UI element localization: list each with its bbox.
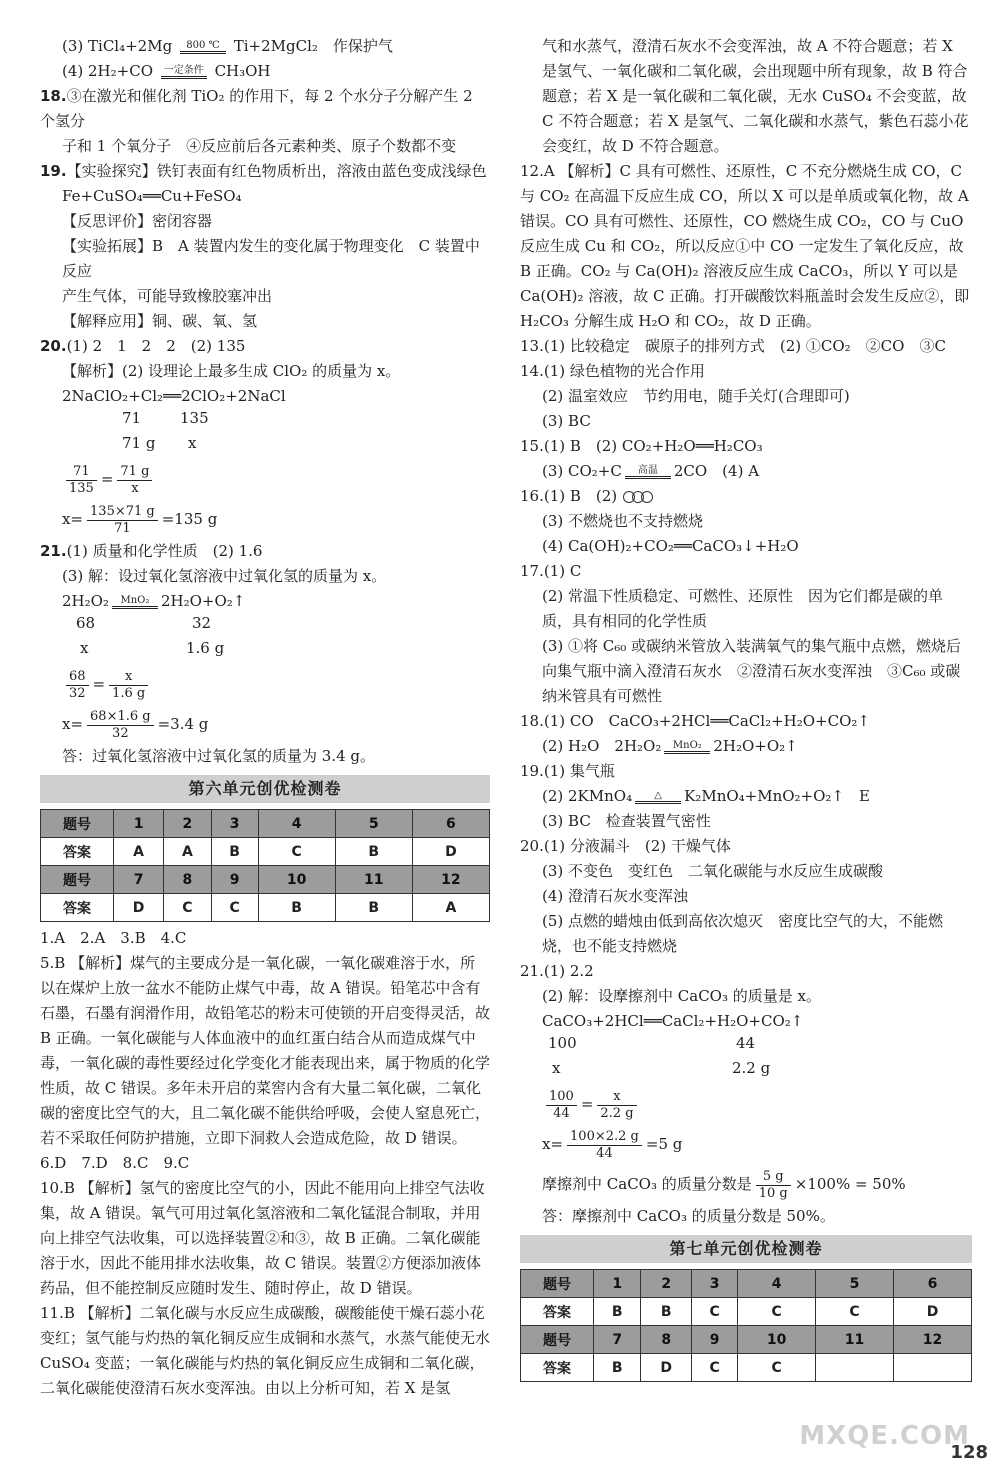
table-row: 答案 A A B C B D — [41, 838, 490, 866]
q19-expand-cont: 产生气体，可能导致橡胶塞冲出 — [62, 287, 273, 305]
left-column — [40, 34, 490, 1401]
reaction-arrow: 800 ℃ — [180, 40, 226, 54]
q15-3: (3) CO₂+C 高温 2CO (4) A — [542, 462, 760, 480]
q21-mass-row1: 100 44 — [548, 1034, 756, 1052]
q13: 13.(1) 比较稳定 碳原子的排列方式 (2) ①CO₂ ②CO ③C — [520, 337, 946, 355]
mc-6-9: 6.D 7.D 8.C 9.C — [40, 1154, 190, 1172]
q20-ratio: $\frac{71}{135}$ = $\frac{71 g}{x}$ — [40, 459, 490, 499]
q19-expand: 【实验拓展】B A 装置内发生的变化属于物理变化 C 装置中反应 — [62, 237, 480, 280]
q19-reflect: 【反思评价】密闭容器 — [62, 212, 213, 230]
q20-result: x= $\frac{135\times 71 g}{71}$ =135 g — [62, 503, 218, 536]
q20-analysis: 【解析】(2) 设理论上最多生成 ClO₂ 的质量为 x。 — [62, 362, 401, 380]
q17-3: (3) ①将 C₆₀ 或碳纳米管放入装满氧气的集气瓶中点燃，燃烧后向集气瓶中滴入澄清石灰水 ②澄清石灰水变浑浊 ③C₆₀ 或碳纳米管具有可燃性 — [542, 637, 962, 705]
q19-3: (3) BC 检查装置气密性 — [542, 812, 711, 830]
q17: 17.(1) C — [520, 562, 582, 580]
q20-eq: 2NaClO₂+Cl₂══2ClO₂+2NaCl — [62, 387, 286, 405]
reaction-arrow: 一定条件 — [161, 65, 207, 79]
q19: 19.【实验探究】铁钉表面有红色物质析出，溶液由蓝色变成浅绿色 — [40, 162, 487, 180]
q21-mass-row2: x 2.2 g — [552, 1059, 771, 1077]
q20-mass-row1: 71 135 — [122, 409, 209, 427]
q21-result: x= $\frac{100\times 2.2 g}{44}$ =5 g — [542, 1128, 683, 1161]
watermark: MXQE.COM — [799, 1421, 970, 1451]
q12: 12.A 【解析】C 具有可燃性、还原性，C 不充分燃烧生成 CO，C 与 CO₂ 在高温下反应生成 CO，所以 X 可以是单质或氧化物，故 A 错误。CO 具有可燃性、还原性，CO 燃烧生成 CO₂，CO 与 CuO 反应生成 Cu 和 CO₂，所以反应①中 CO 一定发生了氧化反应，故 B 正确。CO₂ 与 Ca(OH)₂ 溶液反应生成 CaCO₃，所以 Y 可以是 Ca(OH)₂ 溶液，故 C 正确。打开碳酸饮料瓶盖时会发生反应②，即 H₂CO₃ 分解生成 H₂O 和 CO₂，故 D 正确。 — [520, 162, 970, 330]
q21-mass-row2: x 1.6 g — [80, 639, 225, 657]
table-row: 答案 B D C C — [521, 1354, 972, 1382]
q5: 5.B 【解析】煤气的主要成分是一氧化碳，一氧化碳难溶于水，所以在煤炉上放一盆水不能防止煤气中毒，故 A 错误。铅笔芯中含有石墨，石墨有润滑作用，故铅笔芯的粉末可使锁的开启变得灵活，故 B 正确。一氧化碳能与人体血液中的血红蛋白结合从而造成煤气中毒，一氧化碳的毒性要经过化学变化才能表现出来，属于物质的化学性质，故 C 错误。多年未开启的菜窖内含有大量二氧化碳，二氧化碳的密度比空气的大，且二氧化碳不能供给呼吸，会使人窒息死亡，若不采取任何防护措施，立即下洞救人会造成危险，故 D 错误。 — [40, 954, 491, 1147]
q21-eq: CaCO₃+2HCl══CaCl₂+H₂O+CO₂↑ — [542, 1012, 804, 1030]
table-row: 题号 7 8 9 10 11 12 — [521, 1326, 972, 1354]
table-row: 答案 B B C C C D — [521, 1298, 972, 1326]
q21-eq: 2H₂O₂ MnO₂ 2H₂O+O₂↑ — [62, 592, 246, 610]
q14-2: (2) 温室效应 节约用电，随手关灯(合理即可) — [542, 387, 850, 405]
q21: 21.(1) 质量和化学性质 (2) 1.6 — [40, 542, 263, 560]
right-column — [520, 34, 972, 1382]
q21-percent: 摩擦剂中 CaCO₃ 的质量分数是 $\frac{5 g}{10 g}$ ×100% = 50% — [542, 1168, 906, 1201]
q20: 20.(1) 分液漏斗 (2) 干燥气体 — [520, 837, 731, 855]
q21-solve: (2) 解：设摩擦剂中 CaCO₃ 的质量是 x。 — [542, 987, 821, 1005]
q21-mass-row1: 68 32 — [76, 614, 212, 632]
q19-eq: Fe+CuSO₄══Cu+FeSO₄ — [62, 187, 242, 205]
q20: 20.(1) 2 1 2 2 (2) 135 — [40, 337, 246, 355]
molecule-icon — [626, 484, 653, 509]
unit6-title: 第六单元创优检测卷 — [40, 775, 490, 803]
q21-answer: 答：过氧化氢溶液中过氧化氢的质量为 3.4 g。 — [62, 747, 375, 765]
q19-2: (2) 2KMnO₄ △ K₂MnO₄+MnO₂+O₂↑ E — [542, 787, 870, 805]
table-row: 题号 1 2 3 4 5 6 — [521, 1270, 972, 1298]
eq-ticl4: (3) TiCl₄+2Mg 800 ℃ Ti+2MgCl₂ 作保护气 — [62, 37, 393, 55]
q18-2: (2) H₂O 2H₂O₂ MnO₂ 2H₂O+O₂↑ — [542, 737, 798, 755]
q17-2: (2) 常温下性质稳定、可燃性、还原性 因为它们都是碳的单质，具有相同的化学性质 — [542, 587, 944, 630]
mc-1-4: 1.A 2.A 3.B 4.C — [40, 929, 187, 947]
eq-methanol: (4) 2H₂+CO 一定条件 CH₃OH — [62, 62, 271, 80]
q11-cont: 气和水蒸气，澄清石灰水不会变浑浊，故 A 不符合题意；若 X 是氢气、一氧化碳和二氧化碳，会出现题中所有现象，故 B 符合题意；若 X 是一氧化碳和二氧化碳，无水 CuSO₄ 不会变蓝，故 C 不符合题意；若 X 是氢气、二氧化碳和水蒸气，紫色石蕊小花会变红，故 D 不符合题意。 — [542, 37, 969, 155]
q16-4: (4) Ca(OH)₂+CO₂══CaCO₃↓+H₂O — [542, 537, 799, 555]
q11: 11.B 【解析】二氧化碳与水反应生成碳酸，碳酸能使干燥石蕊小花变红；氢气能与灼热的氧化铜反应生成铜和水蒸气，水蒸气能使无水 CuSO₄ 变蓝；一氧化碳能与灼热的氧化铜反应生成铜和二氧化碳，二氧化碳能使澄清石灰水变浑浊。由以上分析可知，若 X 是氢 — [40, 1304, 491, 1397]
q20-3: (3) 不变色 变红色 二氧化碳能与水反应生成碳酸 — [542, 862, 884, 880]
q18-cont: 子和 1 个氧分子 ④反应前后各元素种类、原子个数都不变 — [62, 137, 457, 155]
q19-apply: 【解释应用】铜、碳、氧、氢 — [62, 312, 258, 330]
q16-3: (3) 不燃烧也不支持燃烧 — [542, 512, 704, 530]
table-row: 答案 D C C B B A — [41, 894, 490, 922]
q21-solve: (3) 解：设过氧化氢溶液中过氧化氢的质量为 x。 — [62, 567, 387, 585]
page-number: 128 — [950, 1442, 988, 1463]
unit6-answer-table — [40, 809, 490, 922]
q20-mass-row2: 71 g x — [122, 434, 197, 452]
q21-ratio: $\frac{68}{32}$ = $\frac{x}{1.6 g}$ — [40, 664, 490, 704]
q14: 14.(1) 绿色植物的光合作用 — [520, 362, 705, 380]
table-row: 题号 1 2 3 4 5 6 — [41, 810, 490, 838]
q20-4: (4) 澄清石灰水变浑浊 — [542, 887, 689, 905]
q10: 10.B 【解析】氢气的密度比空气的小，因此不能用向上排空气法收集，故 A 错误。氧气可用过氧化氢溶液和二氧化锰混合制取，并用向上排空气法收集，可以选择装置②和③，故 B 正确。二氧化碳能溶于水，因此不能用排水法收集，故 C 错误。装置②方便添加液体药品，但不能控制反应随时发生、随时停止，故 D 错误。 — [40, 1179, 485, 1297]
q18: 18.③在激光和催化剂 TiO₂ 的作用下，每 2 个水分子分解产生 2 个氢分 — [40, 87, 473, 130]
q21: 21.(1) 2.2 — [520, 962, 594, 980]
q15: 15.(1) B (2) CO₂+H₂O══H₂CO₃ — [520, 437, 763, 455]
q21-result: x= $\frac{68\times 1.6 g}{32}$ =3.4 g — [62, 708, 209, 741]
q20-5: (5) 点燃的蜡烛由低到高依次熄灭 密度比空气的大，不能燃烧，也不能支持燃烧 — [542, 912, 944, 955]
q18: 18.(1) CO CaCO₃+2HCl══CaCl₂+H₂O+CO₂↑ — [520, 712, 870, 730]
q21-answer: 答：摩擦剂中 CaCO₃ 的质量分数是 50%。 — [542, 1207, 835, 1225]
q19: 19.(1) 集气瓶 — [520, 762, 615, 780]
unit7-answer-table — [520, 1269, 972, 1382]
q21-ratio: $\frac{100}{44}$ = $\frac{x}{2.2 g}$ — [520, 1084, 972, 1124]
table-row: 题号 7 8 9 10 11 12 — [41, 866, 490, 894]
q16: 16.(1) B (2) — [520, 484, 972, 509]
q14-3: (3) BC — [542, 412, 591, 430]
unit7-title: 第七单元创优检测卷 — [520, 1235, 972, 1263]
